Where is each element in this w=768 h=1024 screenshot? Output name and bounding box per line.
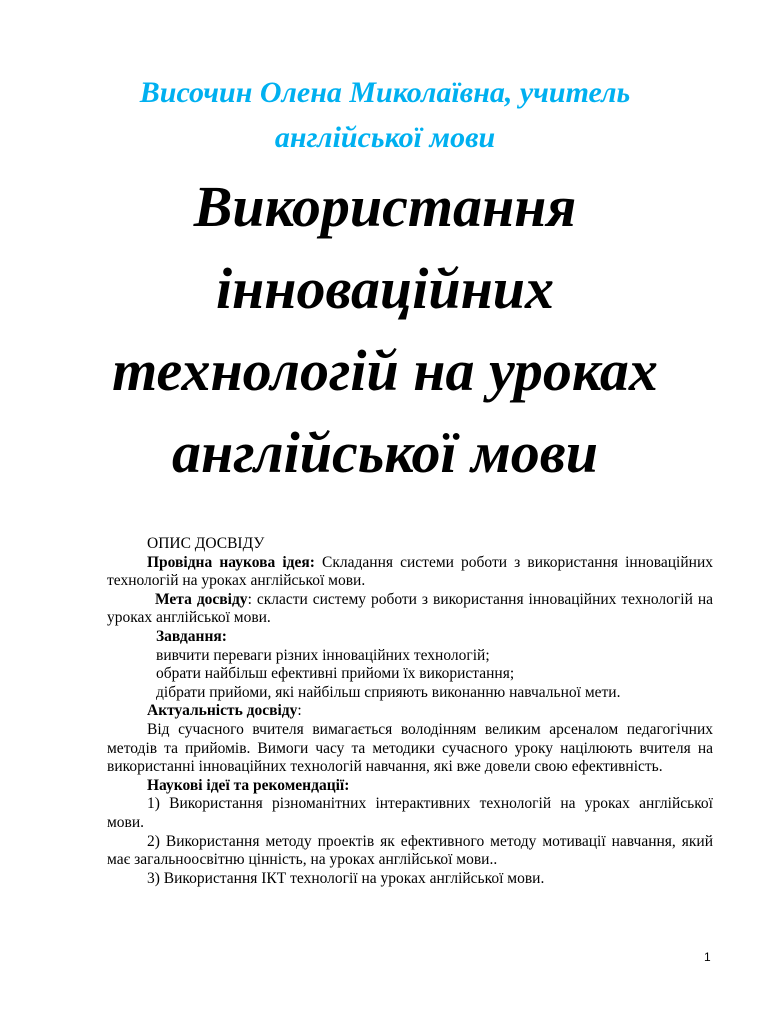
recommendations-heading bbox=[107, 777, 713, 796]
relevance-label: Актуальність досвіду bbox=[147, 702, 298, 720]
relevance-heading bbox=[107, 702, 713, 721]
task-item: обрати найбільш ефективні прийоми їх використання; bbox=[156, 665, 515, 683]
page-number: 1 bbox=[704, 950, 711, 964]
recommendation-item: 1) Використання різноманітних інтерактивних технологій на уроках англійської мови. bbox=[107, 795, 713, 831]
section-heading: ОПИС ДОСВІДУ bbox=[147, 535, 265, 552]
task-item: вивчити переваги різних інноваційних технологій; bbox=[156, 646, 490, 664]
relevance-colon: : bbox=[297, 702, 302, 720]
leading-idea-paragraph bbox=[107, 554, 713, 591]
recommendations-label: Наукові ідеї та рекомендації: bbox=[147, 776, 350, 794]
recommendation-item: 2) Використання методу проектів як ефективного методу мотивації навчання, який має загальноосвітню цінність, на уроках англійської мови.. bbox=[107, 832, 713, 869]
tasks-heading bbox=[107, 628, 713, 647]
leading-idea-text: Складання системи роботи з використання інноваційних технологій на уроках англійської мови. bbox=[107, 553, 713, 590]
task-item: дібрати прийоми, які найбільш сприяють виконанню навчальної мети. bbox=[156, 683, 621, 701]
leading-idea-label: Провідна наукова ідея: bbox=[147, 553, 315, 571]
relevance-paragraph: Від сучасного вчителя вимагається володінням великим арсеналом педагогічних методів та прийомів. Вимоги часу та методики сучасного уроку націлюють вчителя на використанні інноваційних технологій навчання, які вже довели свою ефективність. bbox=[107, 720, 713, 776]
tasks-label: Завдання: bbox=[156, 627, 227, 645]
goal-label: Мета досвіду bbox=[155, 590, 248, 608]
document-body bbox=[107, 535, 713, 888]
recommendation-item: 3) Використання ІКТ технології на уроках англійської мови. bbox=[147, 869, 545, 887]
goal-paragraph bbox=[107, 591, 713, 628]
author-line: Височин Олена Миколаївна, учитель англійської мови bbox=[139, 76, 631, 154]
document-title: Використання інноваційних технологій на уроках англійської мови bbox=[112, 174, 658, 485]
goal-text: : скласти систему роботи з використання інноваційних технологій на уроках англійської мови. bbox=[107, 590, 713, 627]
